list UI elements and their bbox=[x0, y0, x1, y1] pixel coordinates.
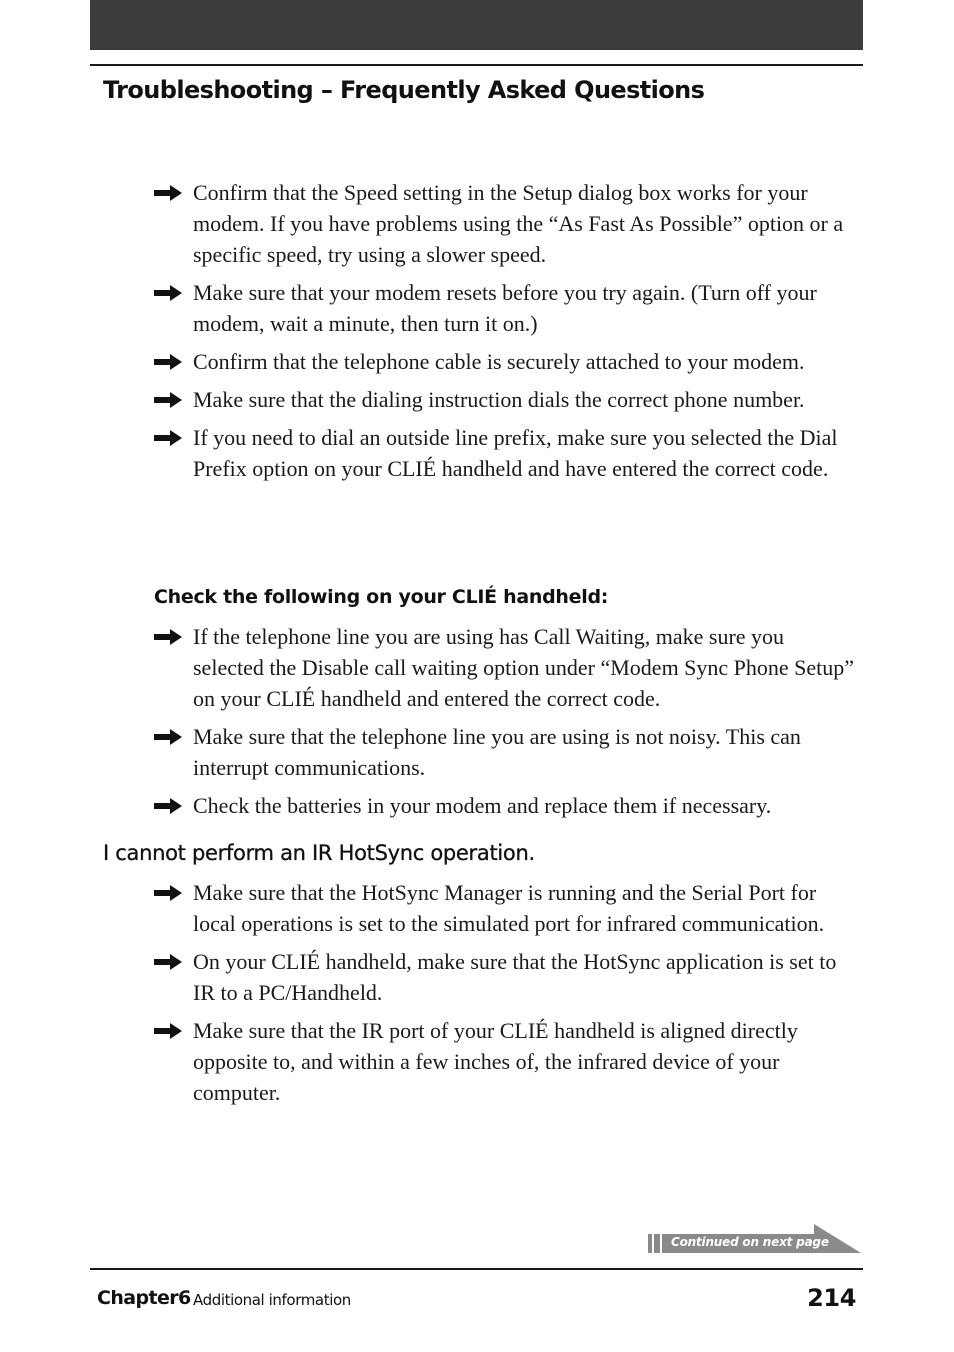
list-item bbox=[154, 790, 859, 821]
list-item-text: Check the batteries in your modem and replace them if necessary. bbox=[193, 793, 772, 818]
right-arrow-icon bbox=[154, 621, 193, 652]
list-item bbox=[154, 1015, 859, 1108]
right-arrow-icon bbox=[154, 1015, 193, 1046]
page-title: Troubleshooting – Frequently Asked Questions bbox=[103, 76, 705, 104]
right-arrow-icon bbox=[154, 721, 193, 752]
page-number: 214 bbox=[807, 1284, 856, 1312]
list-item bbox=[154, 177, 859, 270]
list-item bbox=[154, 384, 859, 415]
continued-label: Continued on next page bbox=[671, 1235, 829, 1249]
footer-chapter: Chapter6 bbox=[97, 1287, 191, 1309]
footer-rule bbox=[90, 1268, 863, 1270]
right-arrow-icon bbox=[154, 177, 193, 208]
list-item-text: Make sure that the IR port of your CLIÉ handheld is aligned directly opposite to, and within a few inches of, the infrared device of your computer. bbox=[193, 1018, 798, 1105]
list-item-text: Confirm that the telephone cable is securely attached to your modem. bbox=[193, 349, 805, 374]
list-item bbox=[154, 277, 859, 339]
right-arrow-icon bbox=[154, 946, 193, 977]
ir-hotsync-checklist bbox=[154, 877, 859, 1115]
list-item bbox=[154, 621, 859, 714]
list-item bbox=[154, 721, 859, 783]
list-item-text: Make sure that the telephone line you are using is not noisy. This can interrupt communications. bbox=[193, 724, 801, 780]
ir-hotsync-heading: I cannot perform an IR HotSync operation. bbox=[103, 841, 535, 865]
handheld-checklist bbox=[154, 621, 859, 828]
list-item bbox=[154, 422, 859, 484]
list-item bbox=[154, 946, 859, 1008]
right-arrow-icon bbox=[154, 877, 193, 908]
handheld-check-heading: Check the following on your CLIÉ handheld: bbox=[154, 586, 609, 608]
list-item bbox=[154, 346, 859, 377]
header-bar bbox=[90, 0, 863, 50]
right-arrow-icon bbox=[154, 277, 193, 308]
right-arrow-icon bbox=[154, 790, 193, 821]
header-rule bbox=[90, 64, 863, 66]
list-item-text: Make sure that your modem resets before you try again. (Turn off your modem, wait a minute, then turn it on.) bbox=[193, 280, 817, 336]
modem-checklist bbox=[154, 177, 859, 491]
list-item-text: Confirm that the Speed setting in the Setup dialog box works for your modem. If you have problems using the “As Fast As Possible” option or a specific speed, try using a slower speed. bbox=[193, 180, 844, 267]
right-arrow-icon bbox=[154, 422, 193, 453]
list-item-text: Make sure that the HotSync Manager is running and the Serial Port for local operations is set to the simulated port for infrared communication. bbox=[193, 880, 825, 936]
right-arrow-icon bbox=[154, 346, 193, 377]
list-item-text: Make sure that the dialing instruction dials the correct phone number. bbox=[193, 387, 805, 412]
footer-description: Additional information bbox=[193, 1291, 351, 1309]
right-arrow-icon bbox=[154, 384, 193, 415]
list-item-text: If you need to dial an outside line prefix, make sure you selected the Dial Prefix option on your CLIÉ handheld and have entered the correct code. bbox=[193, 425, 838, 481]
list-item bbox=[154, 877, 859, 939]
list-item-text: On your CLIÉ handheld, make sure that the HotSync application is set to IR to a PC/Handheld. bbox=[193, 949, 837, 1005]
list-item-text: If the telephone line you are using has Call Waiting, make sure you selected the Disable call waiting option under “Modem Sync Phone Setup” on your CLIÉ handheld and entered the correct code. bbox=[193, 624, 855, 711]
continued-banner bbox=[648, 1224, 862, 1254]
